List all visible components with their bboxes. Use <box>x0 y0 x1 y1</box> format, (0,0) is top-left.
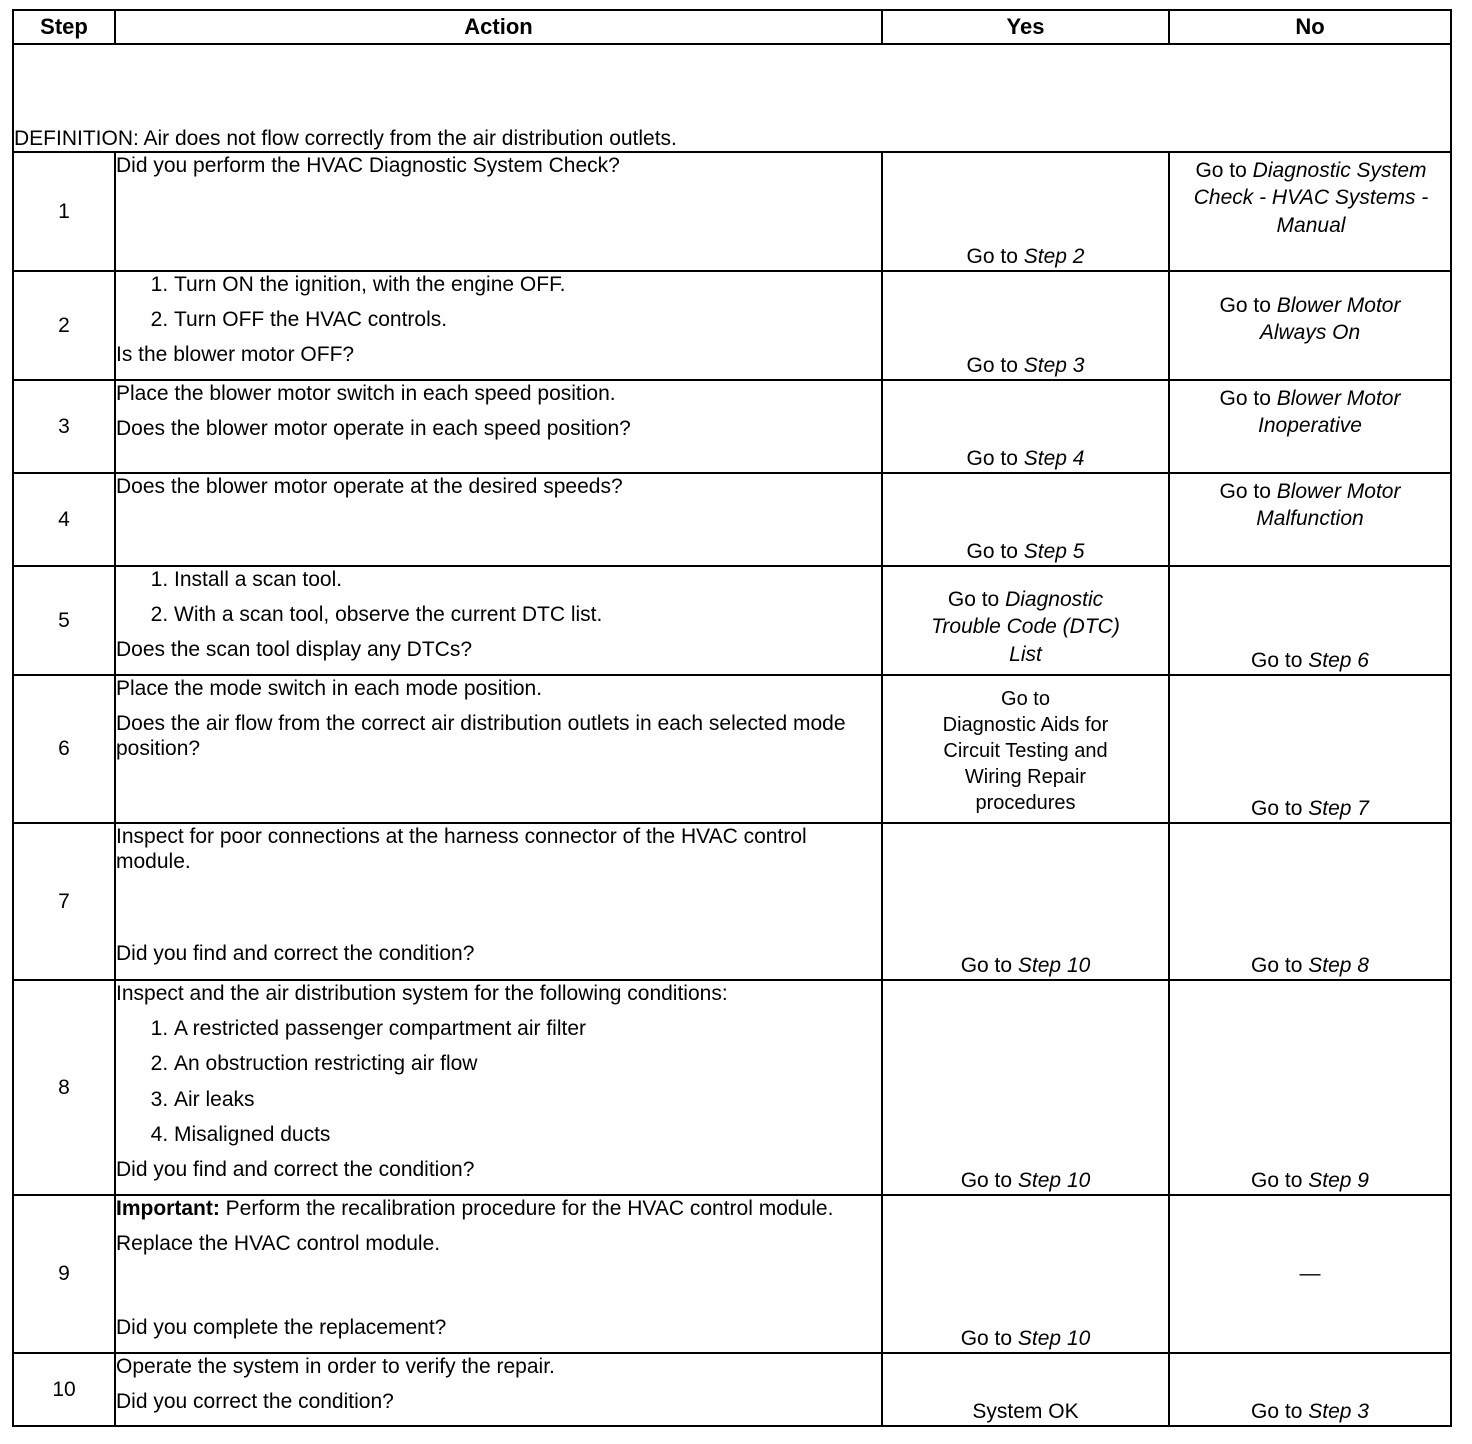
important-text: Perform the recalibration procedure for the HVAC control module. <box>225 1197 834 1220</box>
step-number: 8 <box>13 980 115 1195</box>
step-number: 4 <box>13 473 115 566</box>
yes-cell[interactable] <box>882 380 1169 473</box>
no-dash: — <box>1299 1262 1321 1286</box>
no-link[interactable]: Step 7 <box>1308 796 1369 820</box>
action-cell <box>115 675 882 823</box>
table-row <box>13 980 1451 1195</box>
no-cell[interactable] <box>1169 566 1451 675</box>
goto-label: Go to <box>1219 480 1271 503</box>
yes-link[interactable]: Diagnostic Trouble Code (DTC) List <box>931 588 1120 666</box>
goto-label: Go to <box>960 953 1013 977</box>
no-cell[interactable] <box>1169 152 1451 271</box>
no-link[interactable]: Blower Motor Inoperative <box>1258 387 1401 438</box>
action-cell <box>115 473 882 566</box>
step-number: 7 <box>13 823 115 980</box>
instruction-text: Inspect for poor connections at the harness connector of the HVAC control module. <box>116 825 807 874</box>
no-link[interactable]: Step 8 <box>1308 953 1369 977</box>
step-number: 1 <box>13 152 115 271</box>
yes-cell[interactable] <box>882 980 1169 1195</box>
yes-cell[interactable] <box>882 823 1169 980</box>
yes-link[interactable]: Step 10 <box>1017 953 1091 977</box>
table-row <box>13 473 1451 566</box>
question-text: Did you perform the HVAC Diagnostic System Check? <box>116 154 620 177</box>
yes-link[interactable]: Diagnostic Aids for Circuit Testing and Wiring Repair procedures <box>942 714 1109 814</box>
goto-label: Go to <box>1251 648 1303 672</box>
goto-label: Go to <box>947 588 1000 612</box>
yes-link[interactable]: Step 4 <box>1023 446 1085 470</box>
question-text: Does the air flow from the correct air distribution outlets in each selected mode position? <box>116 712 846 761</box>
question-text: Did you complete the replacement? <box>116 1315 447 1339</box>
table-row <box>13 675 1451 823</box>
table-row <box>13 380 1451 473</box>
list-item: 2. An obstruction restricting air flow <box>174 1051 881 1076</box>
question-text: Is the blower motor OFF? <box>116 343 355 367</box>
step-number: 3 <box>13 380 115 473</box>
diagnostic-table <box>12 9 1452 1427</box>
no-link[interactable]: Blower Motor Malfunction <box>1256 480 1401 531</box>
list-item: 1. A restricted passenger compartment air filter <box>174 1016 881 1041</box>
question-text: Did you correct the condition? <box>116 1390 394 1414</box>
yes-cell[interactable] <box>882 473 1169 566</box>
no-cell[interactable] <box>1169 675 1451 823</box>
goto-label: Go to <box>966 446 1018 470</box>
list-item: 4. Misaligned ducts <box>174 1122 881 1147</box>
goto-label: Go to <box>1001 688 1050 710</box>
no-link[interactable]: Blower Motor Always On <box>1259 294 1401 345</box>
instruction-text: Place the mode switch in each mode position. <box>116 677 543 700</box>
question-text: Did you find and correct the condition? <box>116 941 475 965</box>
yes-link[interactable]: Step 3 <box>1023 353 1085 377</box>
question-text: Does the blower motor operate at the desired speeds? <box>116 475 623 498</box>
yes-link[interactable]: Step 2 <box>1023 244 1085 268</box>
question-text: Does the blower motor operate in each speed position? <box>116 417 631 441</box>
table-row <box>13 271 1451 380</box>
table-row <box>13 823 1451 980</box>
action-cell <box>115 823 882 980</box>
goto-label: Go to <box>1219 387 1271 410</box>
definition-text: DEFINITION: Air does not flow correctly from the air distribution outlets. <box>13 44 1451 152</box>
no-cell[interactable] <box>1169 271 1451 380</box>
action-cell <box>115 1195 882 1353</box>
yes-link[interactable]: Step 10 <box>1017 1168 1091 1192</box>
instruction-text: Place the blower motor switch in each speed position. <box>116 382 616 405</box>
action-cell <box>115 271 882 380</box>
action-cell <box>115 380 882 473</box>
no-link[interactable]: Step 9 <box>1308 1168 1369 1192</box>
action-cell <box>115 980 882 1195</box>
step-number: 10 <box>13 1353 115 1426</box>
goto-label: Go to <box>966 353 1018 377</box>
step-number: 6 <box>13 675 115 823</box>
goto-label: Go to <box>1251 1399 1303 1423</box>
goto-label: Go to <box>1251 1168 1303 1192</box>
goto-label: Go to <box>966 539 1018 563</box>
list-item: 3. Air leaks <box>174 1087 881 1112</box>
goto-label: Go to <box>960 1168 1013 1192</box>
instruction-text: Inspect and the air distribution system for the following conditions: <box>116 982 728 1005</box>
no-link[interactable]: Step 3 <box>1308 1399 1369 1423</box>
goto-label: Go to <box>966 244 1018 268</box>
action-cell <box>115 566 882 675</box>
table-row <box>13 152 1451 271</box>
yes-cell <box>882 1353 1169 1426</box>
no-cell[interactable] <box>1169 380 1451 473</box>
step-number: 5 <box>13 566 115 675</box>
goto-label: Go to <box>1219 294 1271 317</box>
header-row <box>13 10 1451 44</box>
instruction-text: Replace the HVAC control module. <box>116 1232 441 1256</box>
header-yes: Yes <box>882 10 1169 44</box>
yes-cell[interactable] <box>882 1195 1169 1353</box>
question-text: Did you find and correct the condition? <box>116 1157 475 1181</box>
step-number: 9 <box>13 1195 115 1353</box>
list-item: 1. Turn ON the ignition, with the engine OFF. <box>174 272 881 297</box>
important-note <box>116 1196 881 1221</box>
yes-link[interactable]: Step 10 <box>1017 1326 1091 1350</box>
header-no: No <box>1169 10 1451 44</box>
action-cell <box>115 152 882 271</box>
no-cell[interactable] <box>1169 473 1451 566</box>
step-number: 2 <box>13 271 115 380</box>
table-row <box>13 566 1451 675</box>
definition-row <box>13 44 1451 152</box>
question-text: Does the scan tool display any DTCs? <box>116 638 473 662</box>
important-label: Important: <box>116 1197 220 1220</box>
no-link[interactable]: Step 6 <box>1308 648 1369 672</box>
goto-label: Go to <box>1251 953 1303 977</box>
header-action: Action <box>115 10 882 44</box>
no-cell[interactable] <box>1169 980 1451 1195</box>
goto-label: Go to <box>960 1326 1013 1350</box>
yes-link[interactable]: Step 5 <box>1023 539 1085 563</box>
yes-cell[interactable] <box>882 152 1169 271</box>
table-row <box>13 1353 1451 1426</box>
no-link[interactable]: Diagnostic System Check - HVAC Systems - Manual <box>1193 159 1429 237</box>
no-cell[interactable] <box>1169 1353 1451 1426</box>
list-item: 2. Turn OFF the HVAC controls. <box>174 307 881 332</box>
yes-cell[interactable] <box>882 271 1169 380</box>
instruction-list <box>116 272 881 332</box>
yes-cell[interactable] <box>882 675 1169 823</box>
yes-result: System OK <box>972 1399 1079 1423</box>
instruction-text: Operate the system in order to verify the repair. <box>116 1355 555 1378</box>
table-row <box>13 1195 1451 1353</box>
goto-label: Go to <box>1195 159 1247 182</box>
list-item: 2. With a scan tool, observe the current DTC list. <box>174 602 881 627</box>
no-cell <box>1169 1195 1451 1353</box>
action-cell <box>115 1353 882 1426</box>
condition-list <box>116 1016 881 1147</box>
no-cell[interactable] <box>1169 823 1451 980</box>
yes-cell[interactable] <box>882 566 1169 675</box>
header-step: Step <box>13 10 115 44</box>
goto-label: Go to <box>1251 796 1303 820</box>
list-item: 1. Install a scan tool. <box>174 567 881 592</box>
instruction-list <box>116 567 881 627</box>
